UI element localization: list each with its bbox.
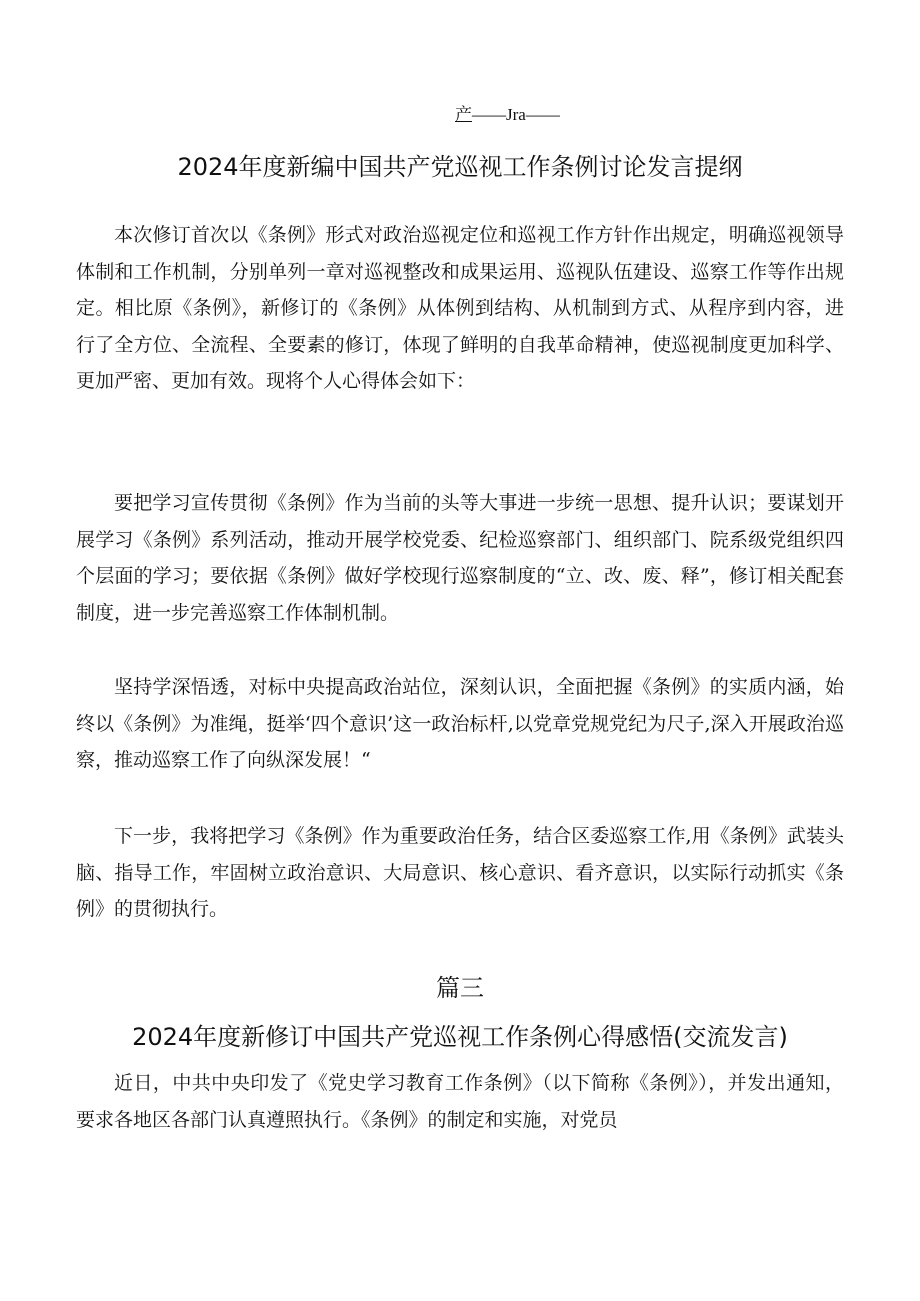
header-mark-prefix: 产 xyxy=(455,105,472,124)
section-title: 2024年度新修订中国共产党巡视工作条例心得感悟(交流发言) xyxy=(132,1023,788,1051)
document-title: 2024年度新编中国共产党巡视工作条例讨论发言提纲 xyxy=(177,153,743,181)
header-mark xyxy=(455,100,560,125)
header-mark-rest: ——Jra—— xyxy=(472,105,560,124)
paragraph: 下一步，我将把学习《条例》作为重要政治任务，结合区委巡察工作,用《条例》武装头脑、指导工作，牢固树立政治意识、大局意识、核心意识、看齐意识，以实际行动抓实《条例》的贯彻执行。 xyxy=(76,825,844,921)
paragraph: 本次修订首次以《条例》形式对政治巡视定位和巡视工作方针作出规定，明确巡视领导体制和工作机制，分别单列一章对巡视整改和成果运用、巡视队伍建设、巡察工作等作出规定。相比原《条例》，新修订的《条例》从体例到结构、从机制到方式、从程序到内容，进行了全方位、全流程、全要素的修订，体现了鲜明的自我革命精神，使巡视制度更加科学、更加严密、更加有效。现将个人心得体会如下： xyxy=(76,224,844,393)
paragraph: 坚持学深悟透，对标中央提高政治站位，深刻认识，全面把握《条例》的实质内涵，始终以《条例》为准绳，挺举‘四个意识’这一政治标杆,以党章党规党纪为尺子,深入开展政治巡察，推动巡察工作了向纵深发展！“ xyxy=(76,676,844,772)
paragraph: 近日，中共中央印发了《党史学习教育工作条例》（以下简称《条例》），并发出通知，要求各地区各部门认真遵照执行。《条例》的制定和实施，对党员 xyxy=(76,1072,844,1131)
section-label: 篇三 xyxy=(436,974,484,1002)
paragraph: 要把学习宣传贯彻《条例》作为当前的头等大事进一步统一思想、提升认识；要谋划开展学习《条例》系列活动，推动开展学校党委、纪检巡察部门、组织部门、院系级党组织四个层面的学习；要依据《条例》做好学校现行巡察制度的“立、改、废、释”，修订相关配套制度，进一步完善巡察工作体制机制。 xyxy=(76,492,844,624)
